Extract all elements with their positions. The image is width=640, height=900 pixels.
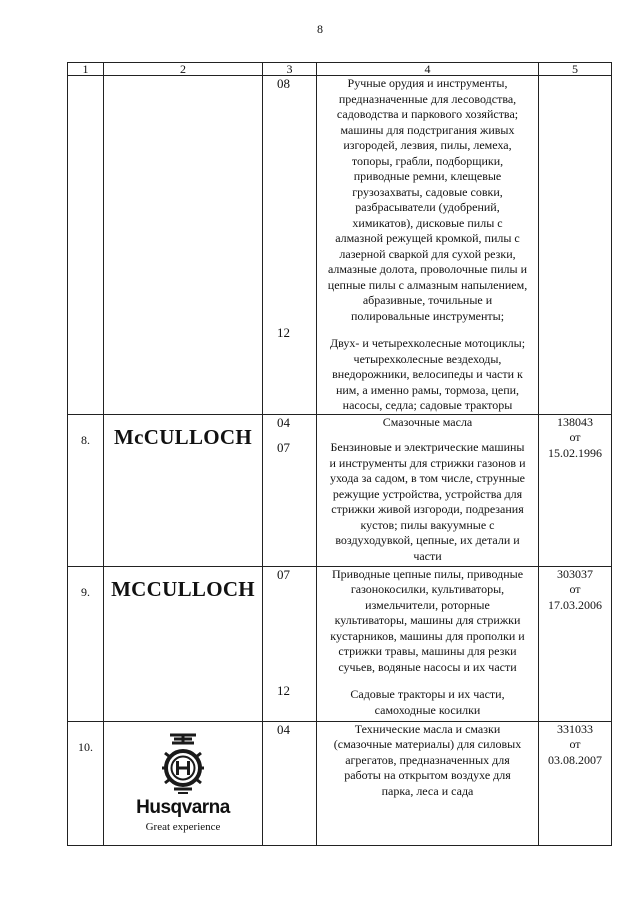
class-code: 12 — [277, 683, 290, 698]
registration-cell — [539, 566, 612, 721]
row-number: 10. — [68, 721, 104, 845]
registration-number: 331033 — [557, 721, 593, 736]
goods-line: садоводства и паркового хозяйства; — [336, 107, 519, 121]
goods-line: насосы, седла; садовые тракторы — [342, 398, 513, 412]
col-header-2: 2 — [104, 63, 263, 76]
class-code: 04 — [277, 721, 290, 737]
goods-line: цепные пилы с алмазным напылением, — [327, 277, 528, 292]
header-row — [68, 63, 612, 76]
class-code: 08 — [277, 76, 290, 91]
registration-from-label: от — [569, 737, 581, 751]
crown-emblem-icon — [160, 732, 206, 794]
col-header-5: 5 — [539, 63, 612, 76]
goods-line: ухода за садом, в том числе, струнные — [330, 471, 525, 485]
trademark-cell — [104, 566, 263, 721]
goods-line: стрижки травы, машины для резки — [338, 644, 517, 658]
goods-line: предназначенные для лесоводства, — [338, 91, 517, 106]
registration-cell — [539, 414, 612, 566]
row-number: 9. — [68, 566, 104, 721]
goods-line: измельчители, роторные — [365, 597, 490, 612]
goods-line: Технические масла и смазки — [354, 721, 501, 736]
class-code: 07 — [277, 566, 290, 582]
trademark-cell — [104, 721, 263, 845]
registration-number: 303037 — [557, 566, 593, 581]
goods-line: Двух- и четырехколесные мотоциклы; — [329, 336, 526, 350]
husqvarna-logo — [104, 732, 262, 836]
goods-line: части — [413, 548, 442, 563]
goods-description-cell — [317, 414, 539, 566]
trademark-wordmark: McCULLOCH — [113, 424, 253, 449]
goods-line: топоры, грабли, подборщики, — [351, 153, 504, 168]
goods-line: Бензиновые и электрические машины — [330, 440, 525, 454]
goods-line: полировальные инструменты; — [350, 308, 505, 323]
col-header-1: 1 — [68, 63, 104, 76]
class-cell — [263, 721, 317, 845]
goods-line: Садовые тракторы и их части, — [350, 687, 505, 701]
class-code: 12 — [277, 324, 290, 340]
goods-line: кустов; пилы вакуумные с — [360, 517, 495, 532]
class-code: 07 — [277, 440, 290, 455]
goods-line: ним, а именно рамы, тормоза, цепи, — [335, 382, 520, 397]
table-row — [68, 76, 612, 415]
goods-line: агрегатов, предназначенных для — [345, 752, 510, 767]
goods-line: стрижки живой изгороди, подрезания — [331, 502, 524, 516]
registration-from-label: от — [569, 582, 581, 596]
registration-cell — [539, 721, 612, 845]
registration-date: 15.02.1996 — [548, 445, 602, 460]
trademark-wordmark: MCCULLOCH — [111, 576, 255, 601]
goods-description-cell — [317, 721, 539, 845]
goods-line: лазерной сваркой для сухой резки, — [339, 246, 516, 261]
goods-line: алмазной режущей кромкой, пилы с — [335, 231, 520, 245]
registration-date: 17.03.2006 — [548, 597, 602, 612]
goods-description-cell — [317, 76, 539, 415]
goods-line: изгородей, лезвия, пилы, лемеха, — [343, 138, 512, 152]
goods-line: и инструменты для стрижки газонов и — [329, 455, 526, 470]
class-cell — [263, 414, 317, 566]
goods-line: внедорожники, велосипеды и части к — [332, 367, 523, 381]
goods-line: парка, леса и сада — [381, 783, 474, 798]
class-cell — [263, 566, 317, 721]
goods-line: режущие устройства, устройства для — [332, 486, 523, 501]
goods-line: кустарников, машины для прополки и — [330, 628, 525, 643]
trademark-cell — [104, 76, 263, 415]
goods-line: разбрасыватели (удобрений, — [355, 200, 500, 214]
goods-line: Приводные цепные пилы, приводные — [331, 566, 524, 581]
table-row — [68, 566, 612, 721]
class-cell — [263, 76, 317, 415]
logo-wordmark: Husqvarna — [136, 797, 230, 818]
registration-from-label: от — [569, 430, 581, 444]
goods-line: газонокосилки, культиваторы, — [350, 582, 505, 596]
goods-line: работы на открытом воздухе для — [344, 768, 511, 782]
goods-description-cell — [317, 566, 539, 721]
table-row — [68, 721, 612, 845]
registration-cell — [539, 76, 612, 415]
goods-line: грузозахваты, садовые совки, — [352, 184, 503, 199]
col-header-3: 3 — [263, 63, 317, 76]
trademark-cell — [104, 414, 263, 566]
goods-line: сучьев, водяные насосы и их части — [338, 659, 517, 674]
goods-line: Ручные орудия и инструменты, — [347, 76, 508, 90]
goods-line: алмазные долота, проволочные пилы и — [328, 262, 527, 276]
goods-line: Смазочные масла — [382, 414, 473, 429]
row-number — [68, 76, 104, 415]
goods-line: машины для подстригания живых — [340, 122, 515, 137]
registration-number: 138043 — [557, 414, 593, 429]
trademark-registry-table — [67, 62, 612, 846]
goods-line: (смазочные материалы) для силовых — [333, 737, 522, 751]
goods-line: абразивные, точильные и — [362, 293, 493, 307]
registration-date: 03.08.2007 — [548, 752, 602, 767]
goods-line: химикатов), дисковые пилы с — [352, 215, 503, 230]
class-code: 04 — [277, 414, 290, 430]
col-header-4: 4 — [317, 63, 539, 76]
row-number: 8. — [68, 414, 104, 566]
goods-line: четырехколесные вездеходы, — [353, 351, 502, 366]
table-row — [68, 414, 612, 566]
page-number: 8 — [317, 22, 323, 36]
goods-line: самоходные косилки — [374, 702, 481, 717]
goods-line: приводные ремни, клещевые — [353, 169, 502, 183]
goods-line: культиваторы, машины для стрижки — [334, 613, 521, 627]
logo-tagline: Great experience — [145, 820, 221, 833]
goods-line: воздуходувкой, цепные, их детали и — [335, 533, 520, 547]
